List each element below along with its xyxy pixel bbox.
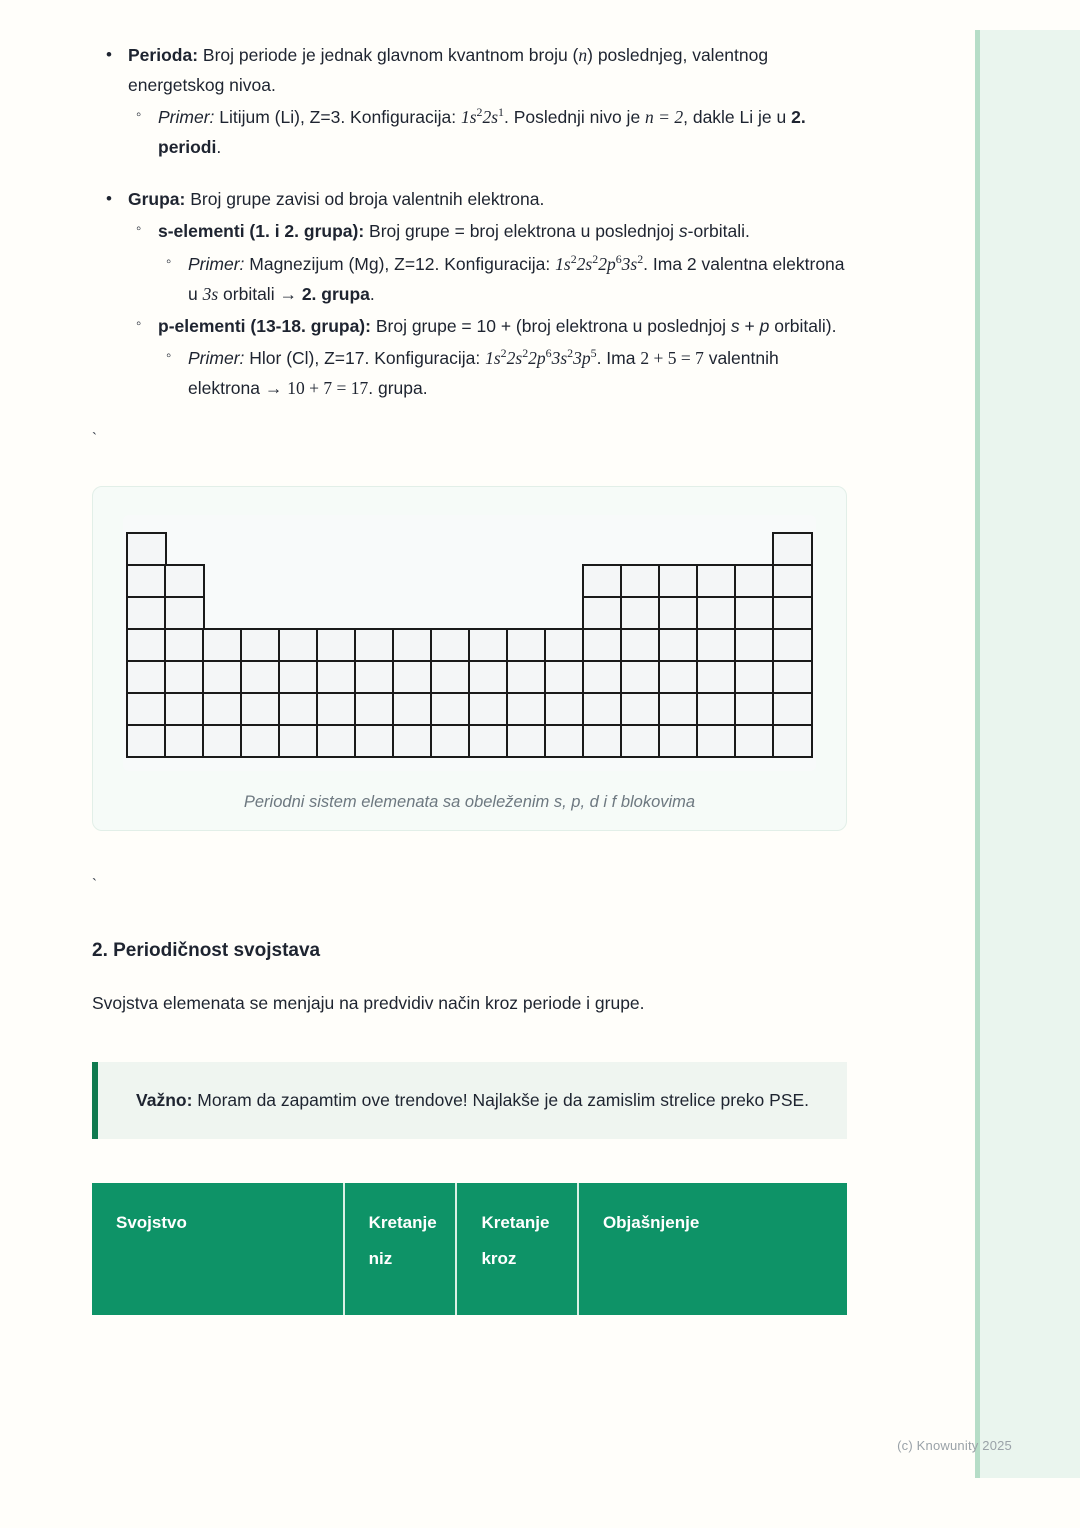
periodic-table-cell: [734, 628, 775, 663]
list-item-perioda-example: [128, 102, 847, 162]
periodic-table-empty-slot: [470, 565, 508, 597]
periodic-table-cell: [430, 692, 471, 727]
periodic-table-cell: [658, 660, 699, 695]
periodic-table-empty-slot: [318, 565, 356, 597]
periodic-table-cell: [202, 628, 243, 663]
periodic-table-cell: [126, 692, 167, 727]
grupa-text: Broj grupe zavisi od broja valentnih elektrona.: [185, 189, 545, 210]
periodic-table-cell: [772, 628, 813, 663]
periodic-table-empty-slot: [508, 565, 546, 597]
grupa-term: Grupa:: [128, 189, 186, 210]
periodic-table-empty-slot: [280, 597, 318, 629]
example-part1: Hlor (Cl), Z=17. Konfiguracija:: [244, 347, 486, 368]
periodic-table-cell: [582, 660, 623, 695]
example-part3: , dakle Li je u: [683, 107, 792, 128]
periodic-table-empty-slot: [546, 597, 584, 629]
periodic-table-cell: [164, 564, 205, 599]
periodic-table-cell: [316, 692, 357, 727]
figure-caption: Periodni sistem elemenata sa obeleženim s, p, d i f blokovima: [243, 793, 696, 812]
periodic-table-empty-slot: [584, 533, 622, 565]
periodic-table-empty-slot: [622, 533, 660, 565]
trends-table: [92, 1183, 847, 1315]
p-elementi-text-after: orbitali).: [769, 315, 837, 336]
p-example-text: [188, 348, 779, 398]
periodic-table-cell: [392, 692, 433, 727]
watermark: (c) Knowunity 2025: [897, 1438, 1012, 1453]
plus-sign: +: [739, 315, 760, 336]
periodic-table-cell: [620, 692, 661, 727]
example-part5: . grupa.: [368, 377, 428, 398]
bullet-glyph: ◦: [136, 106, 142, 124]
periodic-table-cell: [468, 724, 509, 759]
periodic-table-cell: [734, 564, 775, 599]
periodic-table-cell: [506, 628, 547, 663]
periodic-table-empty-slot: [546, 565, 584, 597]
periodic-table-empty-slot: [508, 597, 546, 629]
column-header-objasnjenje[interactable]: Objašnjenje: [578, 1183, 847, 1315]
periodic-table-empty-slot: [242, 597, 280, 629]
bullet-glyph: •: [106, 189, 112, 209]
bullet-glyph: ◦: [136, 220, 142, 238]
periodic-table-empty-slot: [242, 565, 280, 597]
s-orbital-symbol: s: [730, 315, 740, 336]
periodic-table-cell: [392, 660, 433, 695]
p-elementi-text-before: Broj grupe = 10 + (broj elektrona u poslednjoj: [370, 315, 731, 336]
periodic-table-cell: [164, 596, 205, 631]
perioda-paragraph: [128, 45, 768, 95]
bullet-glyph: ◦: [166, 346, 172, 364]
p-elementi-term: p-elementi (13-18. grupa):: [158, 315, 371, 336]
periodic-table-figure: [92, 486, 847, 831]
periodic-table-cell: [430, 724, 471, 759]
periodic-table-cell: [772, 724, 813, 759]
s-elementi-paragraph: [158, 221, 750, 241]
periodic-table-cell: [544, 692, 585, 727]
periodic-table-empty-slot: [470, 597, 508, 629]
periodic-table-cell: [202, 724, 243, 759]
example-part1: Litijum (Li), Z=3. Konfiguracija:: [214, 107, 461, 128]
periodic-table-empty-slot: [204, 565, 242, 597]
perioda-term: Perioda:: [128, 45, 199, 65]
periodic-table-cell: [240, 692, 281, 727]
periodic-table-cell: [468, 692, 509, 727]
example-label: Primer:: [188, 347, 245, 368]
s-elementi-term: s-elementi (1. i 2. grupa):: [158, 221, 365, 242]
example-orbital: 3s: [202, 283, 219, 304]
periodic-table-cell: [278, 724, 319, 759]
p-elementi-examples: [158, 343, 847, 403]
periodic-table-cell: [658, 564, 699, 599]
periodic-table-empty-slot: [432, 597, 470, 629]
periodic-table-cell: [772, 532, 813, 567]
list-item-s-example: [158, 249, 847, 309]
periodic-table-cell: [582, 724, 623, 759]
arrow-glyph: →: [279, 283, 297, 304]
periodic-table-cell: [240, 660, 281, 695]
periodic-table-cell: [354, 660, 395, 695]
periodic-table-cell: [620, 660, 661, 695]
periodic-table-empty-slot: [394, 533, 432, 565]
periodic-table-cell: [772, 660, 813, 695]
periodic-table-cell: [278, 660, 319, 695]
column-header-kretanje-kroz[interactable]: Kretanje kroz: [456, 1183, 577, 1315]
bullet-glyph: •: [106, 45, 112, 64]
periodic-table-cell: [620, 628, 661, 663]
periodic-table-empty-slot: [204, 533, 242, 565]
periodic-table-cell: [696, 724, 737, 759]
example-part2: . Ima: [596, 347, 641, 368]
periodic-table-cell: [696, 692, 737, 727]
periodic-table-cell: [392, 724, 433, 759]
periodic-table-cell: [544, 660, 585, 695]
s-orbital-symbol: s: [678, 221, 688, 242]
periodic-table-cell: [658, 596, 699, 631]
periodic-table-empty-slot: [280, 565, 318, 597]
periodic-table-cell: [240, 628, 281, 663]
example-sum1: 2 + 5 = 7: [640, 347, 704, 368]
periodic-table-cell: [734, 692, 775, 727]
grupa-subitems: [128, 216, 847, 403]
notes-list: [92, 40, 847, 403]
periodic-table-empty-slot: [356, 533, 394, 565]
periodic-table-empty-slot: [318, 533, 356, 565]
periodic-table-grid: [128, 533, 812, 757]
periodic-table-empty-slot: [356, 597, 394, 629]
periodic-table-empty-slot: [204, 597, 242, 629]
example-n-equation: n = 2: [645, 107, 684, 128]
periodic-table-inner: [123, 515, 816, 771]
periodic-table-empty-slot: [432, 565, 470, 597]
important-callout: [92, 1062, 847, 1139]
periodic-table-cell: [202, 692, 243, 727]
periodic-table-cell: [696, 628, 737, 663]
periodic-table-cell: [734, 596, 775, 631]
stray-backtick-2: `: [92, 876, 97, 894]
periodic-table-cell: [164, 628, 205, 663]
periodic-table-cell: [430, 660, 471, 695]
periodic-table-cell: [582, 596, 623, 631]
periodic-table-cell: [164, 724, 205, 759]
periodic-table-cell: [734, 724, 775, 759]
arrow-glyph: →: [264, 377, 283, 398]
p-elementi-paragraph: [158, 316, 836, 336]
example-sum2: 10 + 7 = 17: [287, 377, 369, 398]
perioda-examples: [128, 102, 847, 162]
periodic-table-cell: [620, 596, 661, 631]
periodic-table-cell: [126, 724, 167, 759]
periodic-table-empty-slot: [280, 533, 318, 565]
periodic-table-cell: [582, 564, 623, 599]
example-bold-tail: 2. periodi: [158, 107, 806, 158]
example-part1: Magnezijum (Mg), Z=12. Konfiguracija:: [244, 253, 556, 274]
list-item-grupa: [92, 184, 847, 403]
perioda-example-text: [158, 107, 806, 157]
list-item-perioda: [92, 40, 847, 162]
periodic-table-cell: [620, 724, 661, 759]
example-label: Primer:: [158, 107, 215, 128]
periodic-table-cell: [544, 724, 585, 759]
example-part3: valentnih elektrona: [188, 347, 779, 398]
s-example-text: [188, 251, 845, 304]
periodic-table-empty-slot: [736, 533, 774, 565]
periodic-table-empty-slot: [394, 597, 432, 629]
periodic-table-cell: [278, 628, 319, 663]
periodic-table-cell: [316, 660, 357, 695]
s-elementi-text-before: Broj grupe = broj elektrona u poslednjoj: [364, 221, 679, 242]
periodic-table-empty-slot: [166, 533, 204, 565]
example-part3: orbitali: [218, 283, 280, 304]
periodic-table-empty-slot: [432, 533, 470, 565]
periodic-table-empty-slot: [508, 533, 546, 565]
example-part4: .: [216, 137, 222, 158]
periodic-table-empty-slot: [470, 533, 508, 565]
periodic-table-cell: [506, 660, 547, 695]
periodic-table-cell: [658, 628, 699, 663]
example-config: $1s^22s^22p^63s^23p^5$: [485, 346, 597, 368]
perioda-text-before: Broj periode je jednak glavnom kvantnom broju (: [198, 45, 579, 65]
perioda-text-after: ) poslednjeg, valentnog energetskog nivoa.: [128, 45, 769, 96]
periodic-table-cell: [202, 660, 243, 695]
periodic-table-empty-slot: [698, 533, 736, 565]
list-item-p-elementi: [128, 311, 847, 403]
periodic-table-cell: [582, 628, 623, 663]
callout-text: Moram da zapamtim ove trendove! Najlakše je da zamislim strelice preko PSE.: [192, 1090, 810, 1111]
periodic-table-cell: [126, 660, 167, 695]
periodic-table-cell: [316, 724, 357, 759]
p-orbital-symbol: p: [759, 315, 770, 336]
periodic-table-cell: [734, 660, 775, 695]
example-bold-tail: 2. grupa: [301, 283, 370, 304]
periodic-table-cell: [696, 596, 737, 631]
section-2-intro: Svojstva elemenata se menjaju na predvidiv način kroz periode i grupe.: [92, 993, 645, 1014]
table-header-row: [92, 1183, 847, 1315]
periodic-table-cell: [354, 692, 395, 727]
periodic-table-cell: [126, 628, 167, 663]
periodic-table-empty-slot: [660, 533, 698, 565]
periodic-table-cell: [240, 724, 281, 759]
periodic-table-cell: [544, 628, 585, 663]
periodic-table-empty-slot: [242, 533, 280, 565]
example-config: $1s^22s^22p^63s^2$: [555, 251, 644, 274]
list-item-s-elementi: [128, 216, 847, 308]
periodic-table-empty-slot: [394, 565, 432, 597]
example-part5: .: [369, 283, 375, 304]
periodic-table-cell: [164, 660, 205, 695]
stray-backtick-1: `: [92, 430, 97, 448]
periodic-table-cell: [696, 660, 737, 695]
column-header-kretanje-niz[interactable]: Kretanje niz: [344, 1183, 457, 1315]
periodic-table-empty-slot: [356, 565, 394, 597]
right-side-panel: [975, 30, 1080, 1478]
periodic-table-cell: [468, 628, 509, 663]
example-label: Primer:: [188, 253, 245, 274]
periodic-table-cell: [126, 532, 167, 567]
periodic-table-cell: [582, 692, 623, 727]
section-heading-2: 2. Periodičnost svojstava: [92, 940, 321, 962]
periodic-table-cell: [392, 628, 433, 663]
periodic-table-cell: [278, 692, 319, 727]
example-part2: . Ima 2 valentna elektrona u: [188, 253, 845, 304]
periodic-table-empty-slot: [318, 597, 356, 629]
callout-label: Važno:: [136, 1090, 193, 1111]
periodic-table-cell: [658, 724, 699, 759]
periodic-table-cell: [506, 724, 547, 759]
periodic-table-cell: [126, 564, 167, 599]
periodic-table-cell: [316, 628, 357, 663]
example-part2: . Poslednji nivo je: [503, 107, 646, 128]
periodic-table-cell: [772, 564, 813, 599]
periodic-table-cell: [126, 596, 167, 631]
periodic-table-cell: [354, 628, 395, 663]
periodic-table-cell: [468, 660, 509, 695]
periodic-table-cell: [164, 692, 205, 727]
list-item-p-example: [158, 343, 847, 403]
periodic-table-cell: [772, 596, 813, 631]
s-elementi-examples: [158, 249, 847, 309]
periodic-table-cell: [620, 564, 661, 599]
perioda-n-symbol: n: [578, 45, 588, 65]
periodic-table-cell: [430, 628, 471, 663]
trends-table-head: [92, 1183, 847, 1315]
periodic-table-cell: [696, 564, 737, 599]
example-config: $1s^22s^1$: [460, 105, 504, 128]
column-header-svojstvo[interactable]: Svojstvo: [92, 1183, 344, 1315]
periodic-table-cell: [354, 724, 395, 759]
s-elementi-text-after: -orbitali.: [687, 221, 750, 242]
periodic-table-cell: [772, 692, 813, 727]
bullet-glyph: ◦: [136, 314, 142, 332]
bullet-glyph: ◦: [166, 252, 172, 270]
periodic-table-cell: [506, 692, 547, 727]
grupa-paragraph: [128, 189, 544, 209]
periodic-table-cell: [658, 692, 699, 727]
notes-content: [0, 0, 975, 403]
periodic-table-empty-slot: [546, 533, 584, 565]
